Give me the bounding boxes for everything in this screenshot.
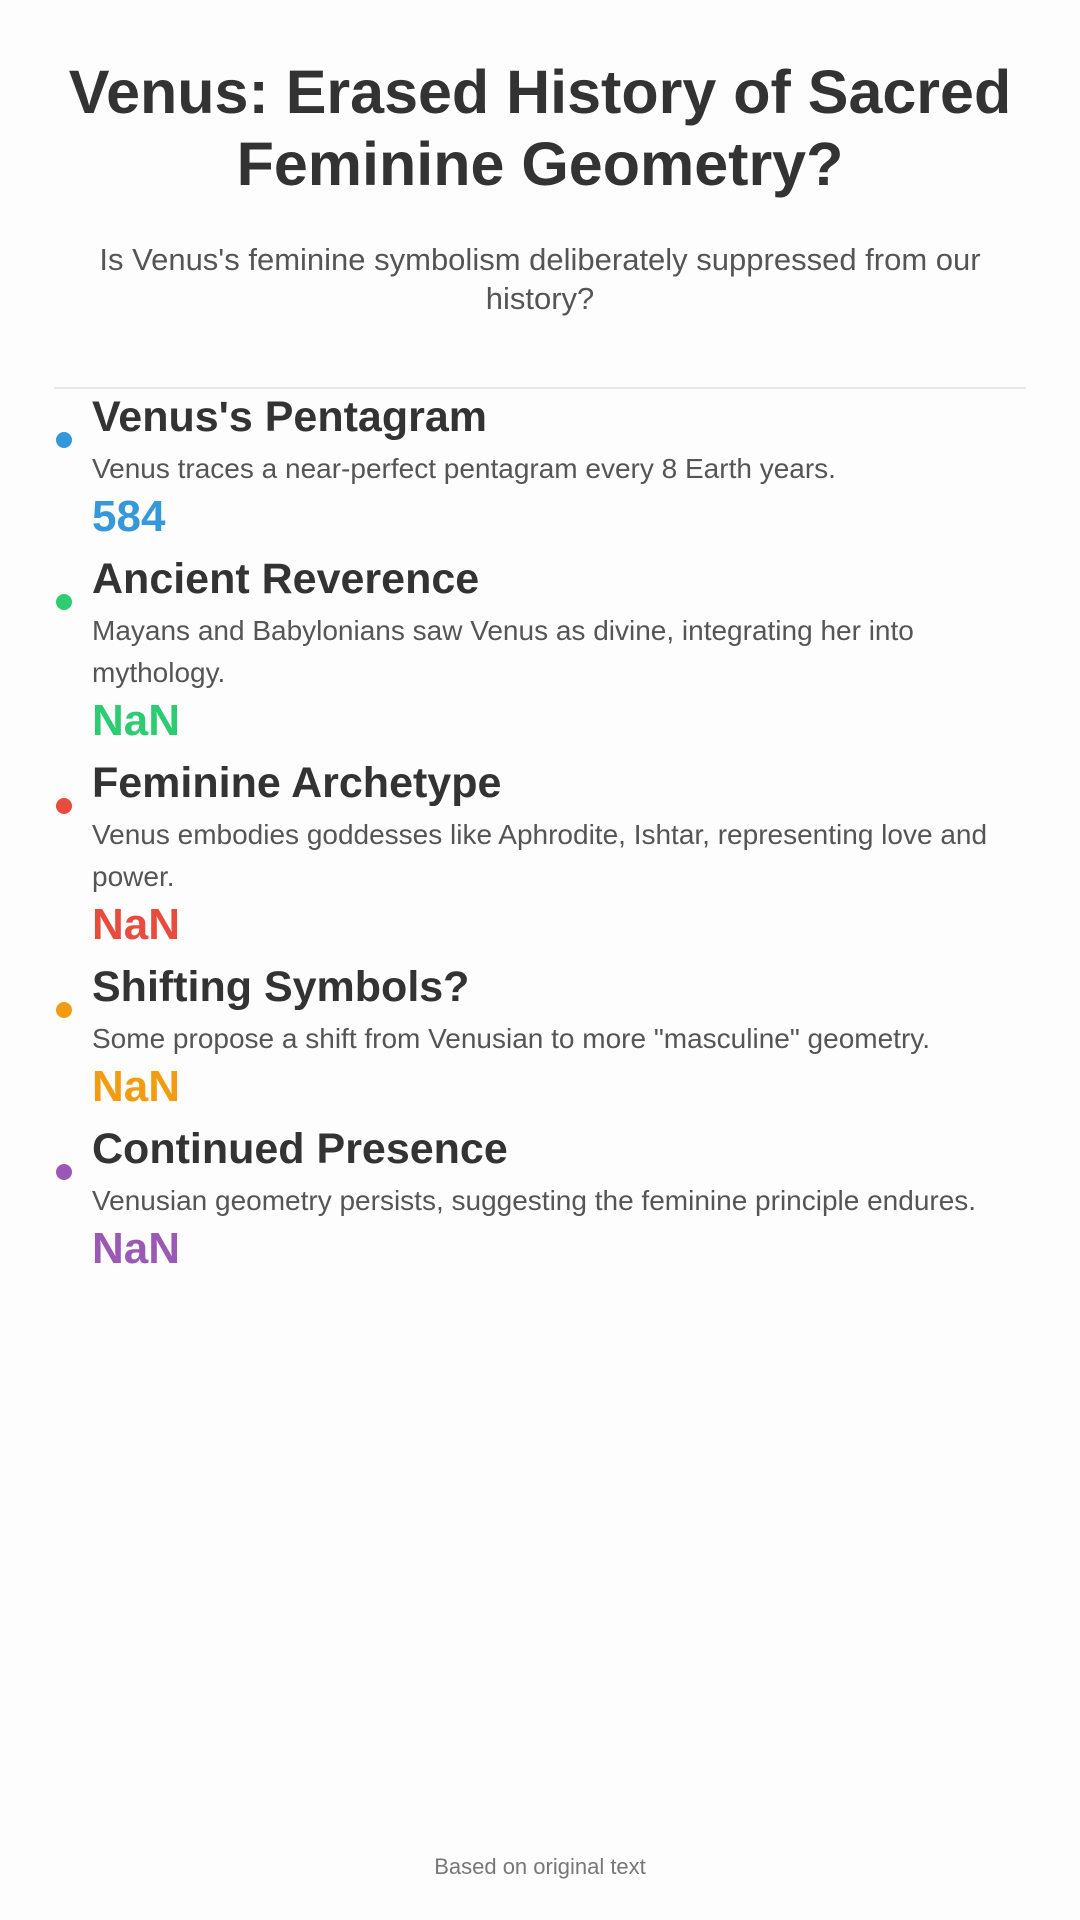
list-item bbox=[54, 962, 1026, 1114]
item-description: Venus traces a near-perfect pentagram every 8 Earth years. bbox=[92, 453, 836, 484]
item-title: Feminine Archetype bbox=[92, 759, 502, 807]
item-title: Continued Presence bbox=[92, 1125, 508, 1173]
footer-note: Based on original text bbox=[434, 1854, 646, 1879]
item-description: Venus embodies goddesses like Aphrodite, Ishtar, representing love and power. bbox=[92, 819, 988, 892]
page-header bbox=[54, 56, 1026, 318]
list-item bbox=[54, 554, 1026, 748]
item-value: NaN bbox=[92, 1224, 181, 1273]
bullet-dot-icon bbox=[56, 594, 72, 610]
bullet-dot-icon bbox=[56, 432, 72, 448]
bullet-dot-icon bbox=[56, 1002, 72, 1018]
item-description: Mayans and Babylonians saw Venus as divine, integrating her into mythology. bbox=[92, 615, 914, 688]
item-title: Ancient Reverence bbox=[92, 555, 480, 603]
page-title: Venus: Erased History of Sacred Feminine Geometry? bbox=[68, 58, 1012, 198]
item-value: NaN bbox=[92, 1062, 181, 1111]
item-title: Venus's Pentagram bbox=[92, 393, 487, 441]
item-value: NaN bbox=[92, 900, 181, 949]
item-description: Some propose a shift from Venusian to more "masculine" geometry. bbox=[92, 1023, 930, 1054]
item-title: Shifting Symbols? bbox=[92, 963, 470, 1011]
list-item bbox=[54, 1124, 1026, 1276]
item-list bbox=[54, 392, 1026, 1286]
list-item bbox=[54, 392, 1026, 544]
item-description: Venusian geometry persists, suggesting the feminine principle endures. bbox=[92, 1185, 977, 1216]
item-value: NaN bbox=[92, 696, 181, 745]
page-subtitle: Is Venus's feminine symbolism deliberately suppressed from our history? bbox=[99, 242, 981, 316]
bullet-dot-icon bbox=[56, 798, 72, 814]
list-item bbox=[54, 758, 1026, 952]
header-divider bbox=[54, 387, 1026, 389]
item-value: 584 bbox=[92, 492, 166, 541]
bullet-dot-icon bbox=[56, 1164, 72, 1180]
